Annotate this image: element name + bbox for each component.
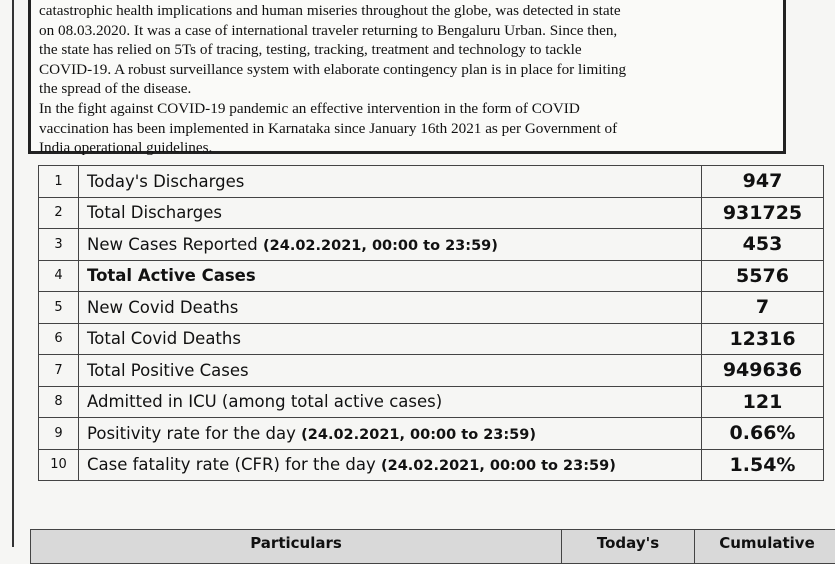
row-value: 121 xyxy=(702,386,824,418)
intro-line: catastrophic health implications and human miseries throughout the globe, was detected in state xyxy=(39,2,621,19)
row-label xyxy=(79,229,702,261)
table-row xyxy=(39,166,824,198)
table-row xyxy=(39,229,824,261)
row-value: 5576 xyxy=(702,260,824,292)
table-row xyxy=(39,292,824,324)
row-label xyxy=(79,418,702,450)
table-row xyxy=(39,355,824,387)
table-row xyxy=(39,418,824,450)
row-number: 6 xyxy=(39,323,79,355)
date-range-note: (24.02.2021, 00:00 to 23:59) xyxy=(301,427,536,443)
row-label xyxy=(79,355,702,387)
row-value: 1.54% xyxy=(702,449,824,481)
intro-text-box xyxy=(28,0,786,154)
header-todays: Today's xyxy=(562,530,695,564)
row-value: 949636 xyxy=(702,355,824,387)
table-row xyxy=(39,323,824,355)
row-value: 453 xyxy=(702,229,824,261)
page-left-border xyxy=(12,0,14,547)
table-row xyxy=(39,386,824,418)
date-range-note: (24.02.2021, 00:00 to 23:59) xyxy=(263,238,498,254)
header-particulars: Particulars xyxy=(31,530,562,564)
row-value: 12316 xyxy=(702,323,824,355)
intro-line: the spread of the disease. xyxy=(39,80,191,97)
label-text: Today's Discharges xyxy=(87,172,244,191)
label-text: Positivity rate for the day xyxy=(87,424,296,443)
intro-line: on 08.03.2020. It was a case of international traveler returning to Bengaluru Urban. Since then, xyxy=(39,22,617,39)
intro-line: COVID-19. A robust surveillance system with elaborate contingency plan is in place for limiting xyxy=(39,61,626,78)
header-cumulative: Cumulative xyxy=(695,530,835,564)
row-label xyxy=(79,323,702,355)
label-text: New Covid Deaths xyxy=(87,298,238,317)
row-number: 3 xyxy=(39,229,79,261)
row-value: 7 xyxy=(702,292,824,324)
row-label xyxy=(79,197,702,229)
row-number: 1 xyxy=(39,166,79,198)
table-row xyxy=(39,197,824,229)
row-label xyxy=(79,292,702,324)
row-value: 0.66% xyxy=(702,418,824,450)
label-text: Admitted in ICU (among total active cases) xyxy=(87,392,442,411)
row-number: 8 xyxy=(39,386,79,418)
label-text: Total Active Cases xyxy=(87,266,256,285)
covid-stats-table xyxy=(38,165,824,481)
row-number: 7 xyxy=(39,355,79,387)
row-number: 5 xyxy=(39,292,79,324)
intro-line: the state has relied on 5Ts of tracing, testing, tracking, treatment and technology to tackle xyxy=(39,41,582,58)
row-label xyxy=(79,166,702,198)
row-number: 9 xyxy=(39,418,79,450)
table-row xyxy=(39,260,824,292)
intro-line: In the fight against COVID-19 pandemic an effective intervention in the form of COVID xyxy=(39,100,580,117)
intro-line: vaccination has been implemented in Karnataka since January 16th 2021 as per Government of xyxy=(39,120,617,137)
date-range-note: (24.02.2021, 00:00 to 23:59) xyxy=(381,458,616,474)
row-label xyxy=(79,386,702,418)
label-text: Total Discharges xyxy=(87,203,222,222)
label-text: Total Covid Deaths xyxy=(87,329,241,348)
row-number: 2 xyxy=(39,197,79,229)
row-number: 4 xyxy=(39,260,79,292)
label-text: Case fatality rate (CFR) for the day xyxy=(87,455,376,474)
row-value: 947 xyxy=(702,166,824,198)
row-number: 10 xyxy=(39,449,79,481)
intro-line: India operational guidelines. xyxy=(39,139,212,156)
row-value: 931725 xyxy=(702,197,824,229)
label-text: Total Positive Cases xyxy=(87,361,249,380)
table-row xyxy=(39,449,824,481)
row-label xyxy=(79,260,702,292)
row-label xyxy=(79,449,702,481)
intro-paragraph xyxy=(39,1,775,158)
label-text: New Cases Reported xyxy=(87,235,258,254)
